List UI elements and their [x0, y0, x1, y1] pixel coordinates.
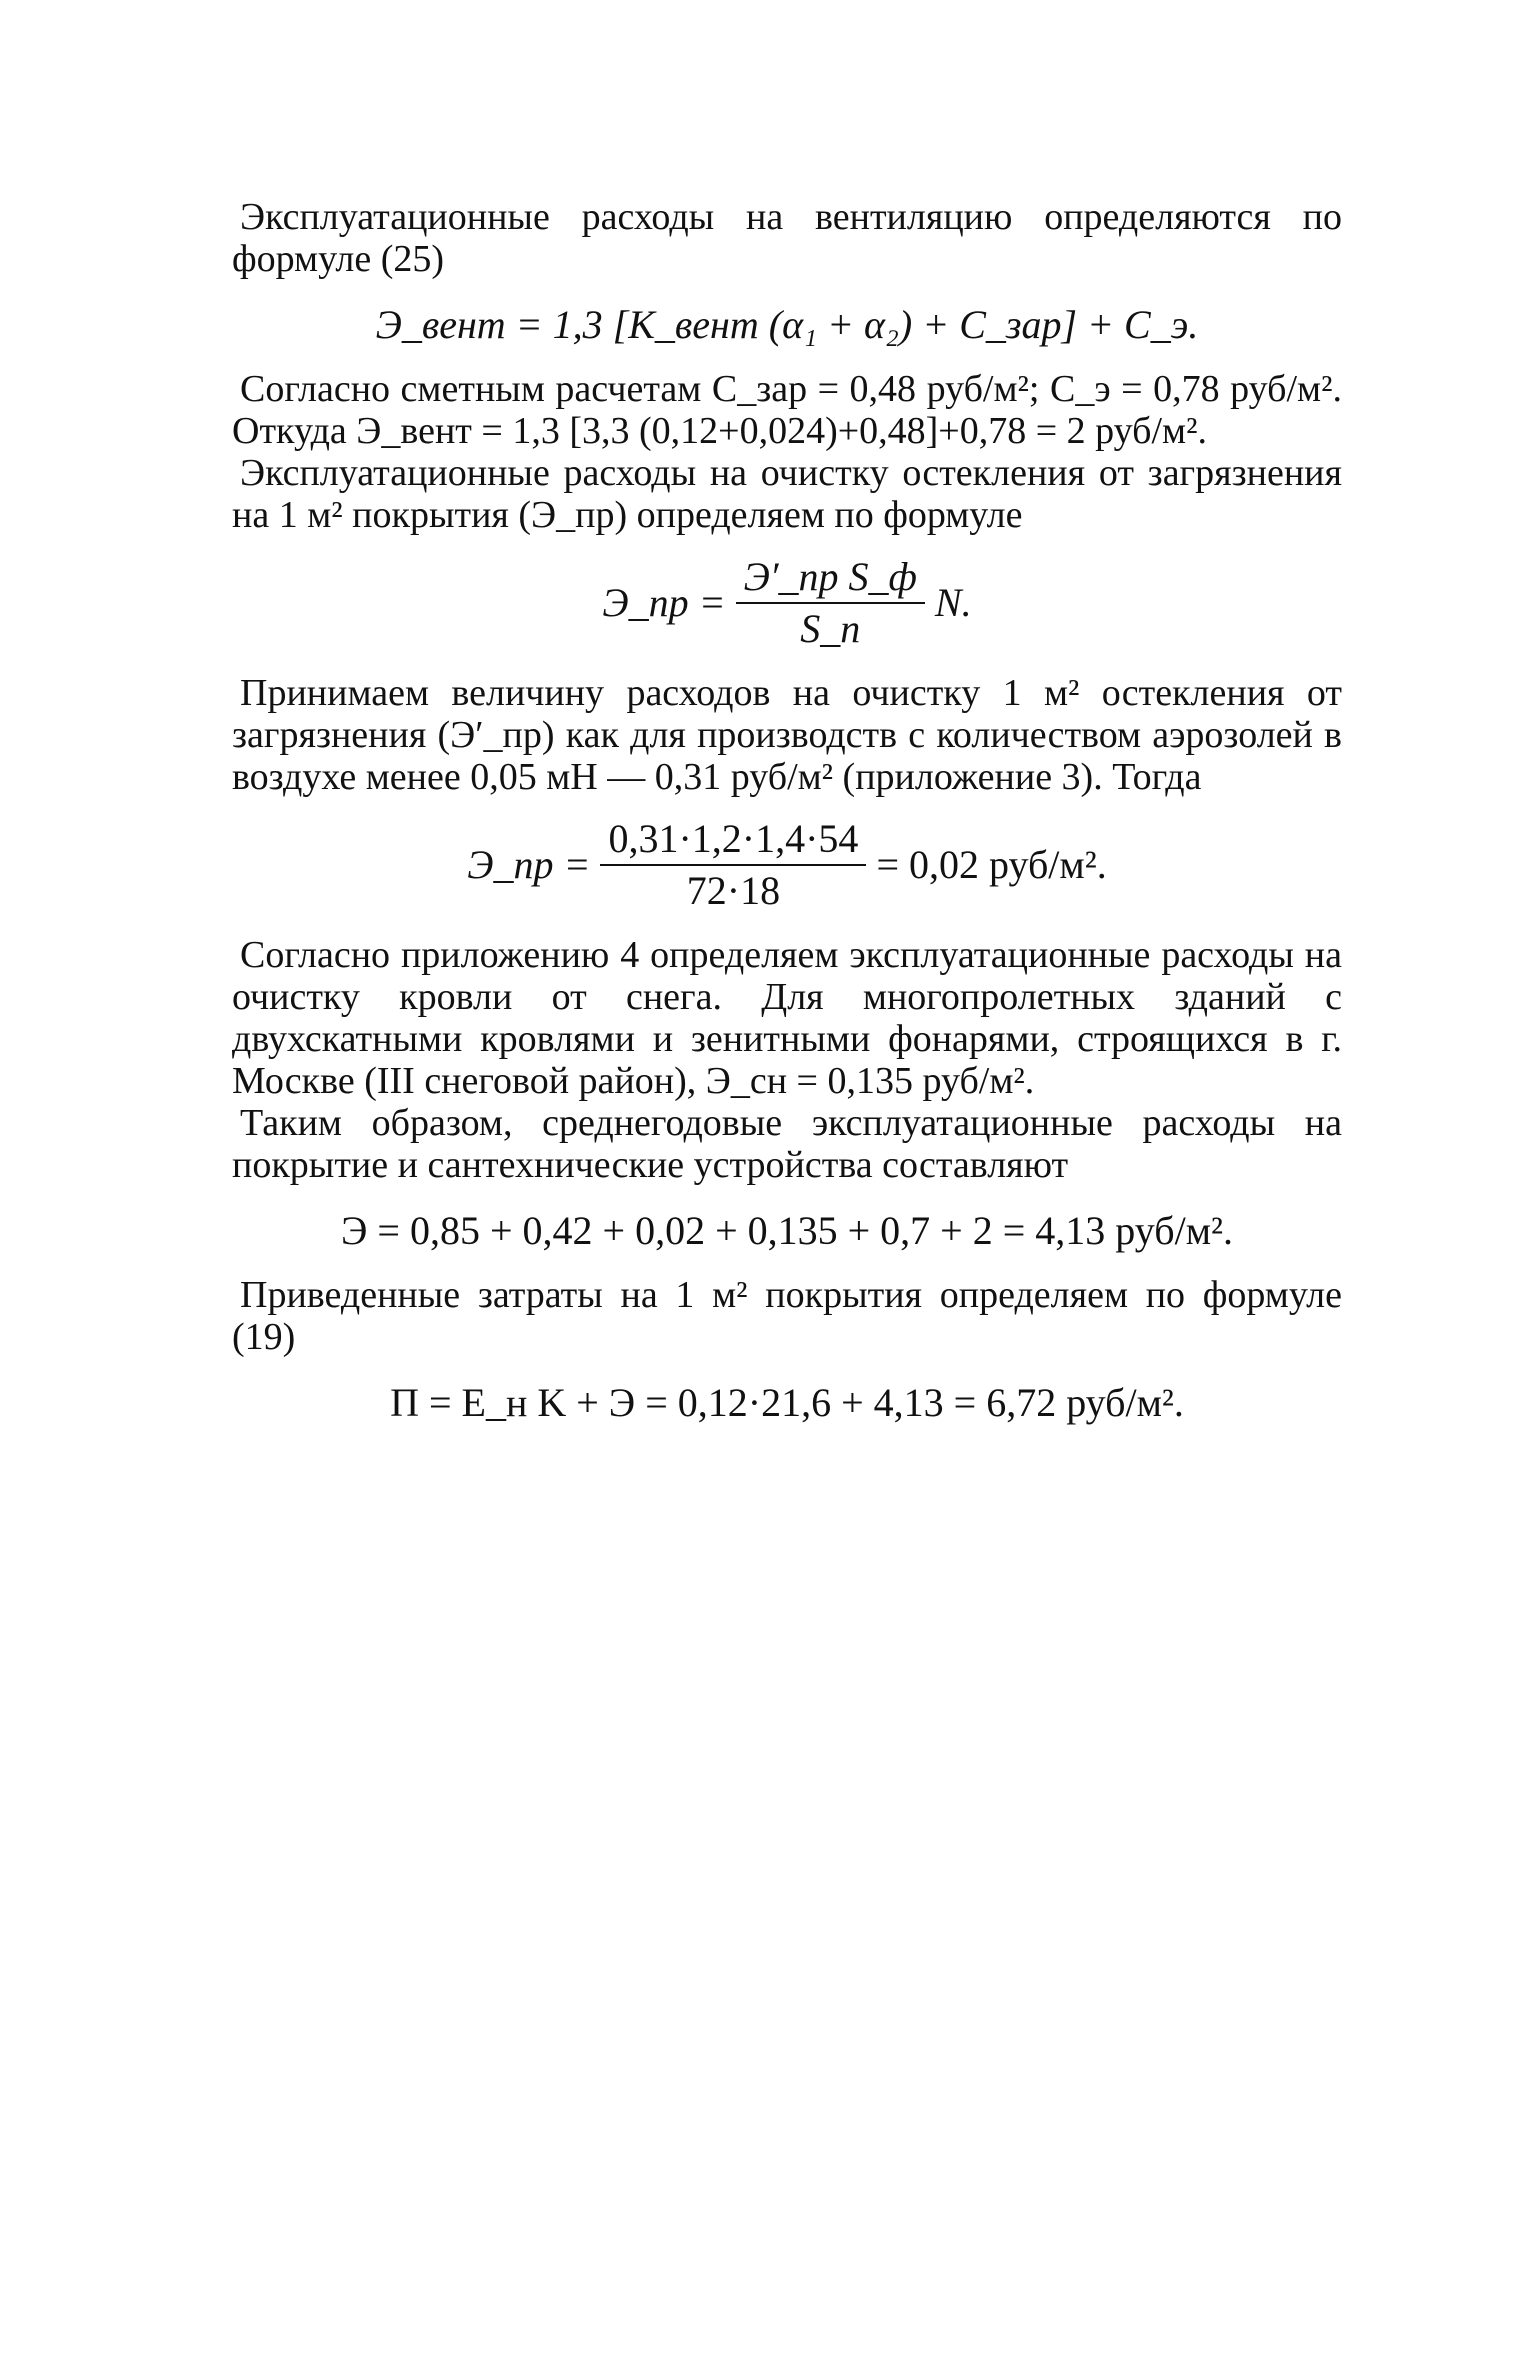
formula-reduced-costs: П = E_н K + Э = 0,12·21,6 + 4,13 = 6,72 руб/м².	[390, 1380, 1184, 1425]
formula-glazing-calc-lhs: Э_пр =	[467, 842, 591, 887]
formula-glazing-calc-denominator: 72·18	[686, 868, 781, 913]
formula-glazing-rhs: N.	[934, 580, 972, 625]
document-page	[232, 196, 1342, 1446]
formula-glazing-calc	[232, 816, 1342, 914]
paragraph-total-intro: Таким образом, среднегодовые эксплуатационные расходы на покрытие и сантехнические устройства составляют	[232, 1102, 1342, 1186]
formula-glazing	[232, 554, 1342, 652]
formula-glazing-calc-numerator: 0,31·1,2·1,4·54	[600, 816, 866, 866]
paragraph-ventilation-intro: Эксплуатационные расходы на вентиляцию определяются по формуле (25)	[232, 196, 1342, 280]
formula-total-operating: Э = 0,85 + 0,42 + 0,02 + 0,135 + 0,7 + 2 = 4,13 руб/м².	[340, 1208, 1234, 1253]
paragraph-glazing-value: Принимаем величину расходов на очистку 1 м² остекления от загрязнения (Э′_пр) как для производств с количеством аэрозолей в воздухе менее 0,05 мН — 0,31 руб/м² (приложение 3). Тогда	[232, 672, 1342, 798]
formula-glazing-calc-fraction	[600, 816, 866, 914]
paragraph-glazing-cleaning: Эксплуатационные расходы на очистку остекления от загрязнения на 1 м² покрытия (Э_пр) определяем по формуле	[232, 452, 1342, 536]
paragraph-snow-cleaning: Согласно приложению 4 определяем эксплуатационные расходы на очистку кровли от снега. Для многопролетных зданий с двухскатными кровлями и зенитными фонарями, строящихся в г. Москве (III снеговой район), Э_сн = 0,135 руб/м².	[232, 934, 1342, 1102]
formula-glazing-calc-rhs: = 0,02 руб/м².	[876, 842, 1107, 887]
formula-glazing-lhs: Э_пр =	[602, 580, 726, 625]
formula-glazing-denominator: S_п	[800, 606, 861, 651]
formula-glazing-fraction	[736, 554, 925, 652]
paragraph-reduced-costs: Приведенные затраты на 1 м² покрытия определяем по формуле (19)	[232, 1274, 1342, 1358]
formula-glazing-numerator: Э′_пр S_ф	[736, 554, 925, 604]
paragraph-estimate: Согласно сметным расчетам C_зар = 0,48 руб/м²; C_э = 0,78 руб/м². Откуда Э_вент = 1,3 [3,3 (0,12+0,024)+0,48]+0,78 = 2 руб/м².	[232, 368, 1342, 452]
formula-ventilation: Э_вент = 1,3 [K_вент (α₁ + α₂) + C_зар] + C_э.	[375, 302, 1199, 347]
